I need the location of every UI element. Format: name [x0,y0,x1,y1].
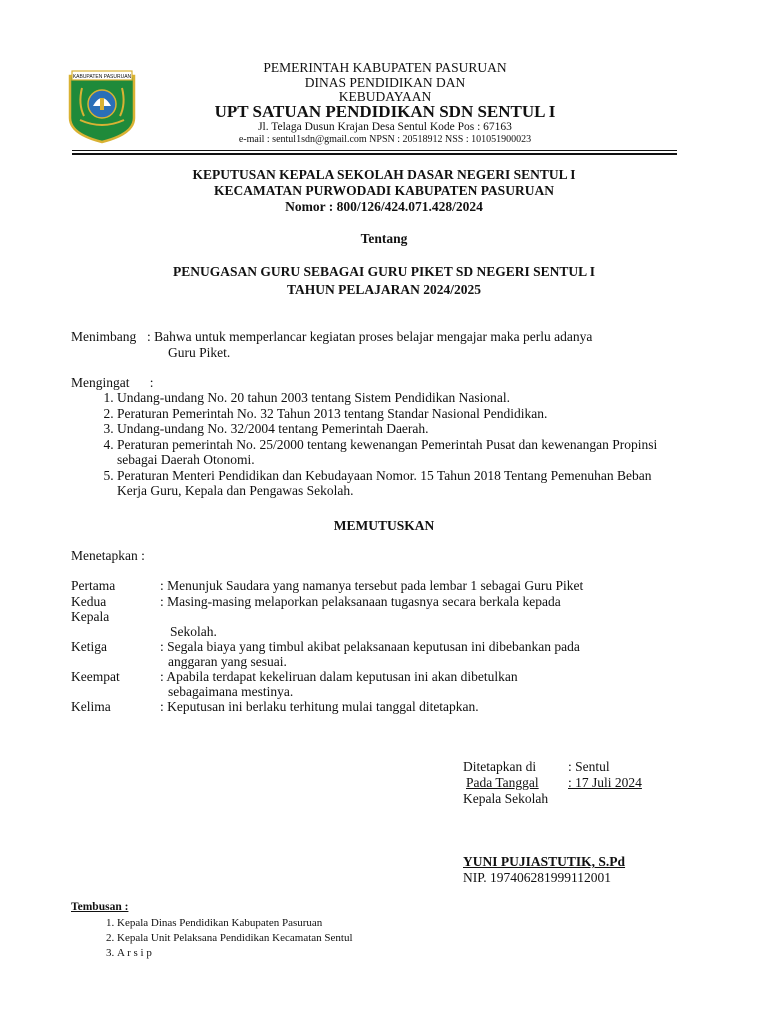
pertama-label: Pertama [71,578,116,593]
list-item: 2. Kepala Unit Pelaksana Pendidikan Kecamatan Sentul [117,931,617,946]
decree-title-line-1: KEPUTUSAN KEPALA SEKOLAH DASAR NEGERI SENTUL I [192,167,576,182]
keempat-text-1: : Apabila terdapat kekeliruan dalam keputusan ini akan dibetulkan [160,669,518,684]
date-label: Pada Tanggal [466,775,539,790]
menimbang-text-2: Guru Piket. [168,345,231,360]
list-item: 5. Peraturan Menteri Pendidikan dan Kebudayaan Nomor. 15 Tahun 2018 Tentang Pemenuhan Beban Kerja Guru, Kepala dan Pengawas Sekolah. [117,468,677,499]
menetapkan-label: Menetapkan : [71,548,145,563]
kedua-label: Kedua [71,594,107,609]
header-divider-thick [72,153,677,155]
kelima-label: Kelima [71,699,111,714]
tembusan-label: Tembusan : [71,901,129,913]
list-item: 1. Kepala Dinas Pendidikan Kabupaten Pasuruan [117,916,617,931]
mengingat-list [71,390,677,499]
ketiga-text-2: anggaran yang sesuai. [168,654,287,669]
header-line-3: KEBUDAYAAN [338,89,432,104]
memutuskan-heading: MEMUTUSKAN [333,518,435,533]
keempat-text-2: sebagaimana mestinya. [168,684,294,699]
kedua-text-2: Sekolah. [170,624,217,639]
kedua-label-2: Kepala [71,609,110,624]
ketiga-label: Ketiga [71,639,107,654]
mengingat-label: Mengingat : [71,375,154,390]
list-item: 3. A r s i p [117,946,617,961]
header-line-2: DINAS PENDIDIKAN DAN [304,75,466,90]
signer-name: YUNI PUJIASTUTIK, S.Pd [463,854,626,869]
ketiga-text-1: : Segala biaya yang timbul akibat pelaksanaan keputusan ini dibebankan pada [160,639,580,654]
decree-subject-line-1: PENUGASAN GURU SEBAGAI GURU PIKET SD NEGERI SENTUL I [172,264,596,279]
keempat-label: Keempat [71,669,120,684]
list-item: 1. Undang-undang No. 20 tahun 2003 tentang Sistem Pendidikan Nasional. [117,390,677,406]
school-address: Jl. Telaga Dusun Krajan Desa Sentul Kode Pos : 67163 [258,121,512,133]
header-line-1: PEMERINTAH KABUPATEN PASURUAN [263,60,507,75]
regency-logo [66,68,138,144]
decree-title-line-2: KECAMATAN PURWODADI KABUPATEN PASURUAN [214,183,554,198]
school-contact: e-mail : sentul1sdn@gmail.com NPSN : 20518912 NSS : 101051900023 [238,134,532,145]
signer-position: Kepala Sekolah [463,791,549,806]
date-value: : 17 Juli 2024 [568,775,642,790]
kelima-text: : Keputusan ini berlaku terhitung mulai tanggal ditetapkan. [160,699,479,714]
list-item: 2. Peraturan Pemerintah No. 32 Tahun 2013 tentang Standar Nasional Pendidikan. [117,406,677,422]
place-label: Ditetapkan di [463,759,537,774]
school-name: UPT SATUAN PENDIDIKAN SDN SENTUL I [214,102,556,121]
header-divider-thin [72,150,677,151]
svg-text:KABUPATEN PASURUAN: KABUPATEN PASURUAN [72,74,132,80]
decree-number: Nomor : 800/126/424.071.428/2024 [285,199,483,214]
menimbang-label: Menimbang [71,329,137,344]
pertama-text: : Menunjuk Saudara yang namanya tersebut pada lembar 1 sebagai Guru Piket [160,578,584,593]
kedua-text-1: : Masing-masing melaporkan pelaksanaan tugasnya secara berkala kepada [160,594,561,609]
tembusan-list [71,916,617,961]
place-value: : Sentul [568,759,610,774]
signer-nip: NIP. 197406281999112001 [463,870,612,885]
menimbang-text-1: : Bahwa untuk memperlancar kegiatan proses belajar mengajar maka perlu adanya [147,329,593,344]
decree-subject-line-2: TAHUN PELAJARAN 2024/2025 [286,282,481,297]
list-item: 3. Undang-undang No. 32/2004 tentang Pemerintah Daerah. [117,421,677,437]
decree-tentang: Tentang [360,231,408,246]
list-item: 4. Peraturan pemerintah No. 25/2000 tentang kewenangan Pemerintah Pusat dan kewenangan Propinsi sebagai Daerah Otonomi. [117,437,677,468]
